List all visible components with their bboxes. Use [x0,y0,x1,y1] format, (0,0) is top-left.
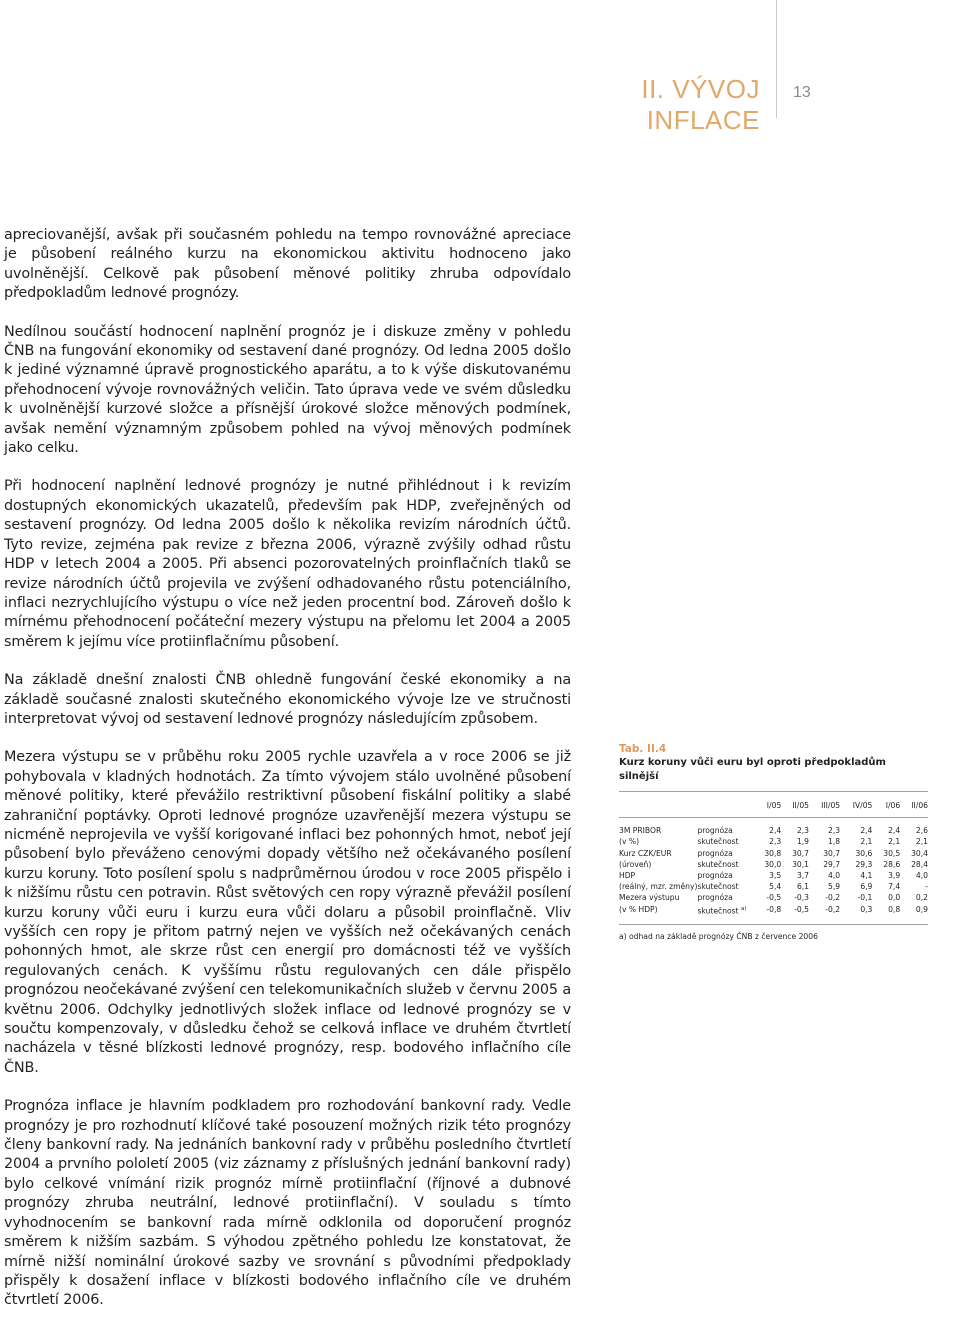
row-label: HDP [619,871,636,881]
paragraph: Při hodnocení naplnění lednové prognózy je nutné přihlédnout i k revizím dostupných ekonomických ukazatelů, především pak HDP, zveřejněných od sestavení prognózy. Od ledna 2005 došlo k několika revizím národních účtů. Tyto revize, zejména pak revize z března 2006, výrazně zvýšily odhad růstu HDP v letech 2004 a 2005. Při absenci pozorovatelných proinflačních tlaků se revize národních účtů projevila ve zvýšení odhadovaného růstu potenciálního, inflaci nezrychlujícího výstupu o více než jeden procentní bod. Zároveň došlo k mírnému přehodnocení počáteční mezery výstupu na přelomu let 2004 a 2005 směrem k jejímu více protiinflačnímu působení. [4,478,571,650]
table-cell: 30,0 [764,859,782,869]
table-cell: 5,4 [769,882,782,892]
table-cell: 2,1 [888,837,901,847]
column-header: I/06 [885,801,901,810]
table-cell: 30,1 [792,859,810,869]
table-header-row [619,792,928,818]
table-cell: 3,5 [769,871,782,881]
table-cell: 0,8 [888,905,901,915]
table-cell: 6,9 [860,882,873,892]
table-cell: 4,1 [860,871,873,881]
row-label: (v %) [619,837,640,847]
table-cell: 5,9 [828,882,841,892]
table-box [619,743,928,942]
table-label: Tab. II.4 [619,743,667,755]
column-header: II/05 [792,801,810,810]
table-row [619,818,928,837]
page-number: 13 [793,84,811,101]
table-cell: -0,2 [825,893,841,903]
table-row [619,881,928,892]
main-text-column [4,226,571,1330]
paragraph: apreciovanější, avšak při současném pohledu na tempo rovnovážné apreciace je působení reálného kurzu na ekonomickou aktivitu hodnoceno jako uvolněnější. Celkově pak působení měnové politiky zhruba odpovídalo předpokladům lednové prognózy. [4,227,571,302]
table-cell: 1,9 [796,837,810,847]
row-label: (v % HDP) [619,905,658,915]
row-kind: prognóza [697,826,733,836]
table-title: Kurz koruny vůči euru byl oproti předpokladům silnější [619,757,886,782]
row-kind-text: skutečnost [697,906,739,916]
table-cell: 7,4 [888,882,901,892]
table-row [619,848,928,859]
table-cell: 1,8 [828,837,841,847]
header-cell-empty [619,792,697,818]
table-cell: 28,6 [883,859,901,869]
table-row [619,870,928,881]
column-header: IV/05 [852,801,873,810]
table-cell: -0,3 [794,893,810,903]
table-cell: -0,5 [766,893,782,903]
table-cell: 3,9 [888,871,901,881]
table-cell: 30,8 [764,848,782,858]
table-cell: 30,4 [911,848,928,858]
row-kind: skutečnost [697,882,739,892]
row-label: Mezera výstupu [619,893,680,903]
table-cell: 6,1 [796,882,810,892]
table-cell: 29,3 [855,859,873,869]
table-cell: 30,7 [792,848,810,858]
paragraph: Prognóza inflace je hlavním podkladem pro rozhodování bankovní rady. Vedle prognózy je pro rozhodnutí klíčové také posouzení možných rizik této prognózy členy bankovní rady. Na jednáních bankovní rady v průběhu posledního čtvrtletí 2004 a prvního pololetí 2005 (viz záznamy z příslušných jednání bankovní rady) bylo celkové vnímání rizik prognóz mírně protiinflační (říjnové a dubnové prognózy zhruba neutrální, lednové protiinflační). V souladu s tímto vyhodnocením se bankovní rada mírně odklonila od doporučení prognóz směrem k nižším sazbám. S výhodou zpětného pohledu lze konstatovat, že mírně nižší nominální úrokové sazby ve srovnání s původními předpoklady přispěly k dosažení inflace v blízkosti bodového inflačního cíle ve druhém čtvrtletí 2006. [4,1098,571,1309]
table-cell: 2,1 [915,837,928,847]
table-cell: 2,3 [796,826,810,836]
row-kind: skutečnost [697,859,739,869]
row-kind: skutečnost [697,837,739,847]
row-kind: prognóza [697,871,733,881]
paragraph: Na základě dnešní znalosti ČNB ohledně fungování české ekonomiky a na základě současné znalosti skutečného ekonomického vývoje lze ve stručnosti interpretovat vývoj od sestavení lednové prognózy následujícím způsobem. [4,672,571,727]
table-cell: -0,5 [794,905,810,915]
row-label: 3M PRIBOR [619,826,662,836]
table-row [619,859,928,870]
table-cell: 3,7 [796,871,810,881]
paragraph: Nedílnou součástí hodnocení naplnění prognóz je i diskuze změny v pohledu ČNB na fungování ekonomiky od sestavení dané prognózy. Od ledna 2005 došlo k jediné významné úpravě prognostického aparátu, a to k výše diskutovanému přehodnocení vývoje rovnovážných veličin. Tato úprava vede ve svém důsledku k uvolněnější kurzové složce a přísnější úrokové složce měnových podmínek, avšak nemění významným způsobem pohled na vývoj měnových podmínek jako celku. [4,323,571,457]
table-cell: -0,1 [857,893,873,903]
table-cell: 30,6 [855,848,873,858]
table-cell: 29,7 [823,859,841,869]
table-cell: 28,4 [911,859,928,869]
table-cell: 30,7 [823,848,841,858]
table-cell: - [925,882,928,892]
row-kind: prognóza [697,848,733,858]
table-row [619,892,928,903]
table-cell: 0,2 [915,893,928,903]
table-cell: 2,4 [888,826,901,836]
row-kind: prognóza [697,893,733,903]
column-header: II/06 [911,801,928,810]
table-cell: 0,9 [915,905,928,915]
header-cell-empty [697,792,753,818]
data-table [619,791,928,925]
column-header: I/05 [766,801,782,810]
table-cell: 4,0 [915,871,928,881]
table-cell: 0,3 [860,905,873,915]
table-cell: 2,3 [769,837,782,847]
row-label: (reálný, mzr. změny) [619,882,698,892]
table-cell: -0,2 [825,905,841,915]
table-cell: 2,3 [828,826,841,836]
table-cell: 4,0 [828,871,841,881]
row-label: Kurz CZK/EUR [619,848,672,858]
row-label: (úroveň) [619,859,652,869]
column-header: III/05 [821,801,841,810]
footnote-marker: a) [741,905,747,912]
table-row [619,904,928,925]
table-footnote: a) odhad na základě prognózy ČNB z července 2006 [619,932,818,942]
row-kind [697,904,753,925]
table-cell: 0,0 [888,893,901,903]
table-cell: 2,4 [860,826,873,836]
table-cell: -0,8 [766,905,782,915]
chapter-title: II. VÝVOJ INFLACE [641,74,760,135]
table-cell: 2,6 [915,826,928,836]
table-cell: 30,5 [883,848,901,858]
header-divider [776,0,777,118]
table-row [619,836,928,847]
table-cell: 2,4 [769,826,782,836]
paragraph: Mezera výstupu se v průběhu roku 2005 rychle uzavřela a v roce 2006 se již pohybovala v kladných hodnotách. Za tímto vývojem stálo uvolněné působení měnové politiky, které převážilo restriktivní působení fiskální politiky a slabé zahraniční poptávky. Oproti lednové prognóze uzavřenější mezera výstupu se nicméně neprojevila ve vyšší korigované inflaci bez pohonných hmot, neboť její působení bylo převáženo cenovými dopady většího než očekávaného posílení kurzu koruny. Toto posílení spolu s nadprůměrnou úrodou v roce 2005 přispělo i k nižšímu růstu cen potravin. Růst světových cen ropy výrazně převážil posílení kurzu koruny vůči euru i kurzu eura vůči dolaru a působil proinflačně. Vliv vyšších cen ropy je přitom patrný nejen ve vyšších než očekávaných cenách pohonných hmot, ale skrze růst cen energií pro domácnosti též ve vyšších regulovaných cenách. K vyššímu růstu regulovaných cen dále přispělo prognózou neočekávané zvýšení cen telekomunikačních služeb v červnu 2005 a květnu 2006. Odchylky jednotlivých složek inflace od lednové prognózy se v součtu kompenzovaly, v důsledku čehož se celková inflace ve druhém čtvrtletí nacházela v těsné blízkosti lednové prognózy, resp. bodového inflačního cíle ČNB. [4,749,571,1076]
table-cell: 2,1 [860,837,873,847]
